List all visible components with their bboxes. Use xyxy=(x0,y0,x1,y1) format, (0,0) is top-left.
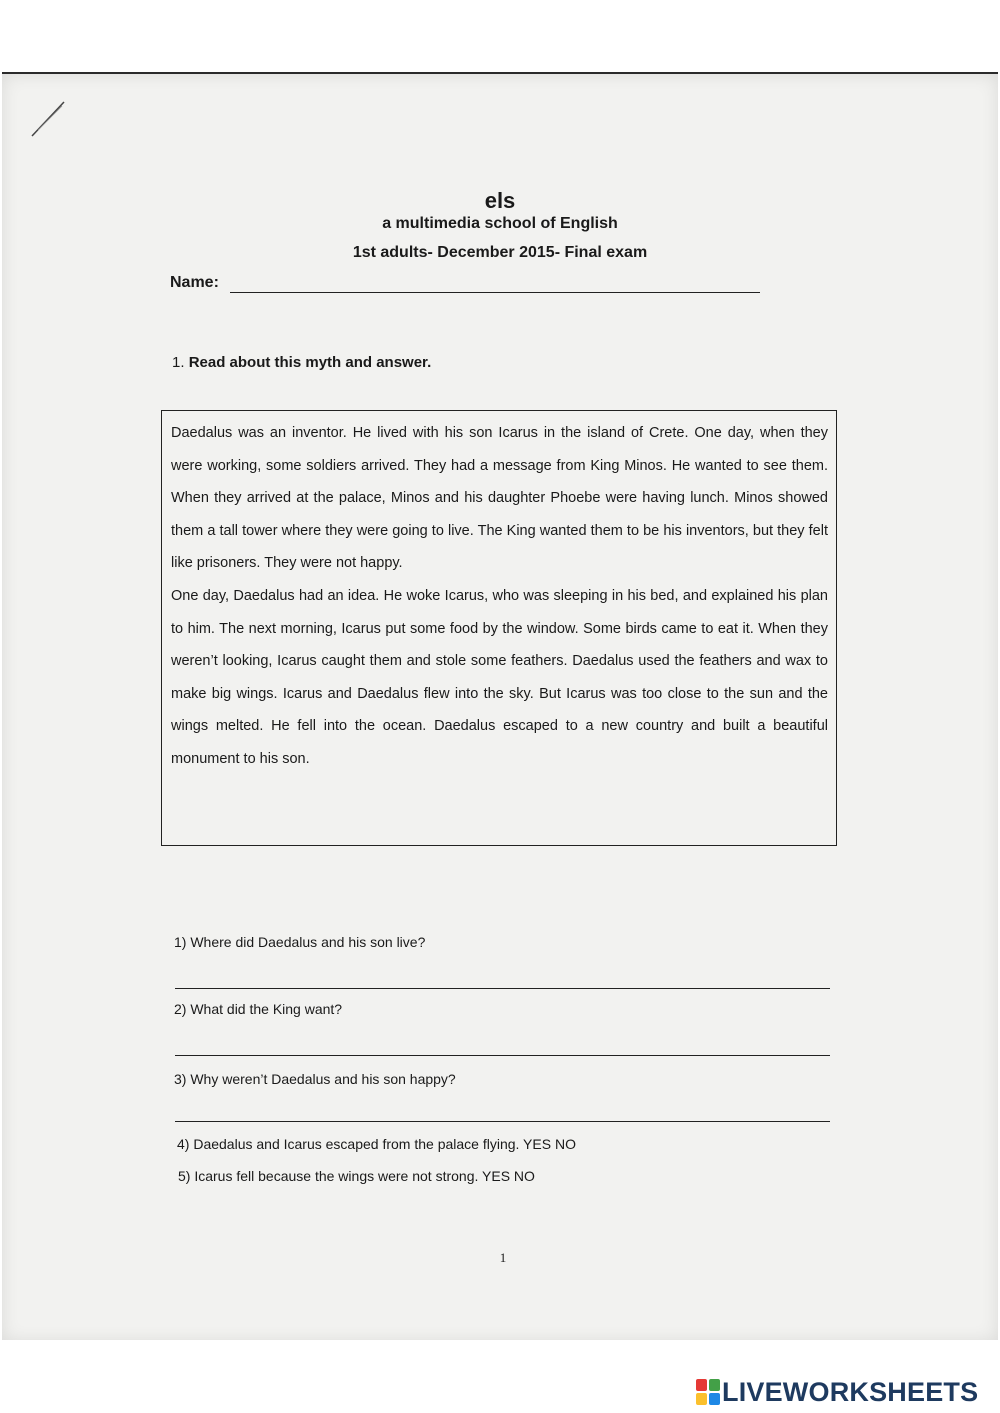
logo-square-yellow xyxy=(696,1393,707,1405)
school-abbreviation: els xyxy=(484,188,516,213)
answer-line-3[interactable] xyxy=(175,1121,830,1122)
answer-line-2[interactable] xyxy=(175,1055,830,1056)
story-box xyxy=(161,410,837,846)
instruction-text: Read about this myth and answer. xyxy=(188,354,432,371)
logo-square-green xyxy=(709,1379,720,1391)
liveworksheets-logo-icon xyxy=(696,1379,720,1405)
question-1: 1) Where did Daedalus and his son live? xyxy=(174,934,426,950)
exam-title: 1st adults- December 2015- Final exam xyxy=(352,244,648,261)
logo-square-red xyxy=(696,1379,707,1391)
name-label: Name: xyxy=(170,274,219,291)
question-3: 3) Why weren’t Daedalus and his son happy? xyxy=(174,1071,456,1087)
story-paragraph: One day, Daedalus had an idea. He woke Icarus, who was sleeping in his bed, and explained his plan to him. The next morning, Icarus put some food by the window. Some birds came to eat it. When they weren’t looking, Icarus caught them and stole some feathers. Daedalus used the feathers and wax to make big wings. Icarus and Daedalus flew into the sky. But Icarus was too close to the sun and the wings melted. He fell into the ocean. Daedalus escaped to a new country and built a beautiful monument to his son. xyxy=(171,587,828,767)
section-instruction xyxy=(172,354,431,371)
question-5: 5) Icarus fell because the wings were not strong. YES NO xyxy=(178,1168,535,1184)
answer-line-1[interactable] xyxy=(175,988,830,989)
page-number: 1 xyxy=(499,1250,507,1265)
question-2: 2) What did the King want? xyxy=(174,1001,343,1017)
section-number: 1. xyxy=(172,354,185,371)
pen-stroke-mark xyxy=(28,100,68,140)
liveworksheets-text: LIVEWORKSHEETS xyxy=(722,1376,979,1407)
story-paragraph: Daedalus was an inventor. He lived with his son Icarus in the island of Crete. One day, when they were working, some soldiers arrived. They had a message from King Minos. He wanted to see them. When they arrived at the palace, Minos and his daughter Phoebe were having lunch. Minos showed them a tall tower where they were going to live. The King wanted them to be his inventors, but they felt like prisoners. They were not happy. xyxy=(171,425,828,572)
name-input-line[interactable] xyxy=(230,292,760,293)
logo-square-blue xyxy=(709,1393,720,1405)
liveworksheets-watermark xyxy=(696,1377,978,1407)
top-margin xyxy=(0,0,1000,72)
question-4: 4) Daedalus and Icarus escaped from the palace flying. YES NO xyxy=(177,1136,576,1152)
school-name: a multimedia school of English xyxy=(382,215,618,232)
